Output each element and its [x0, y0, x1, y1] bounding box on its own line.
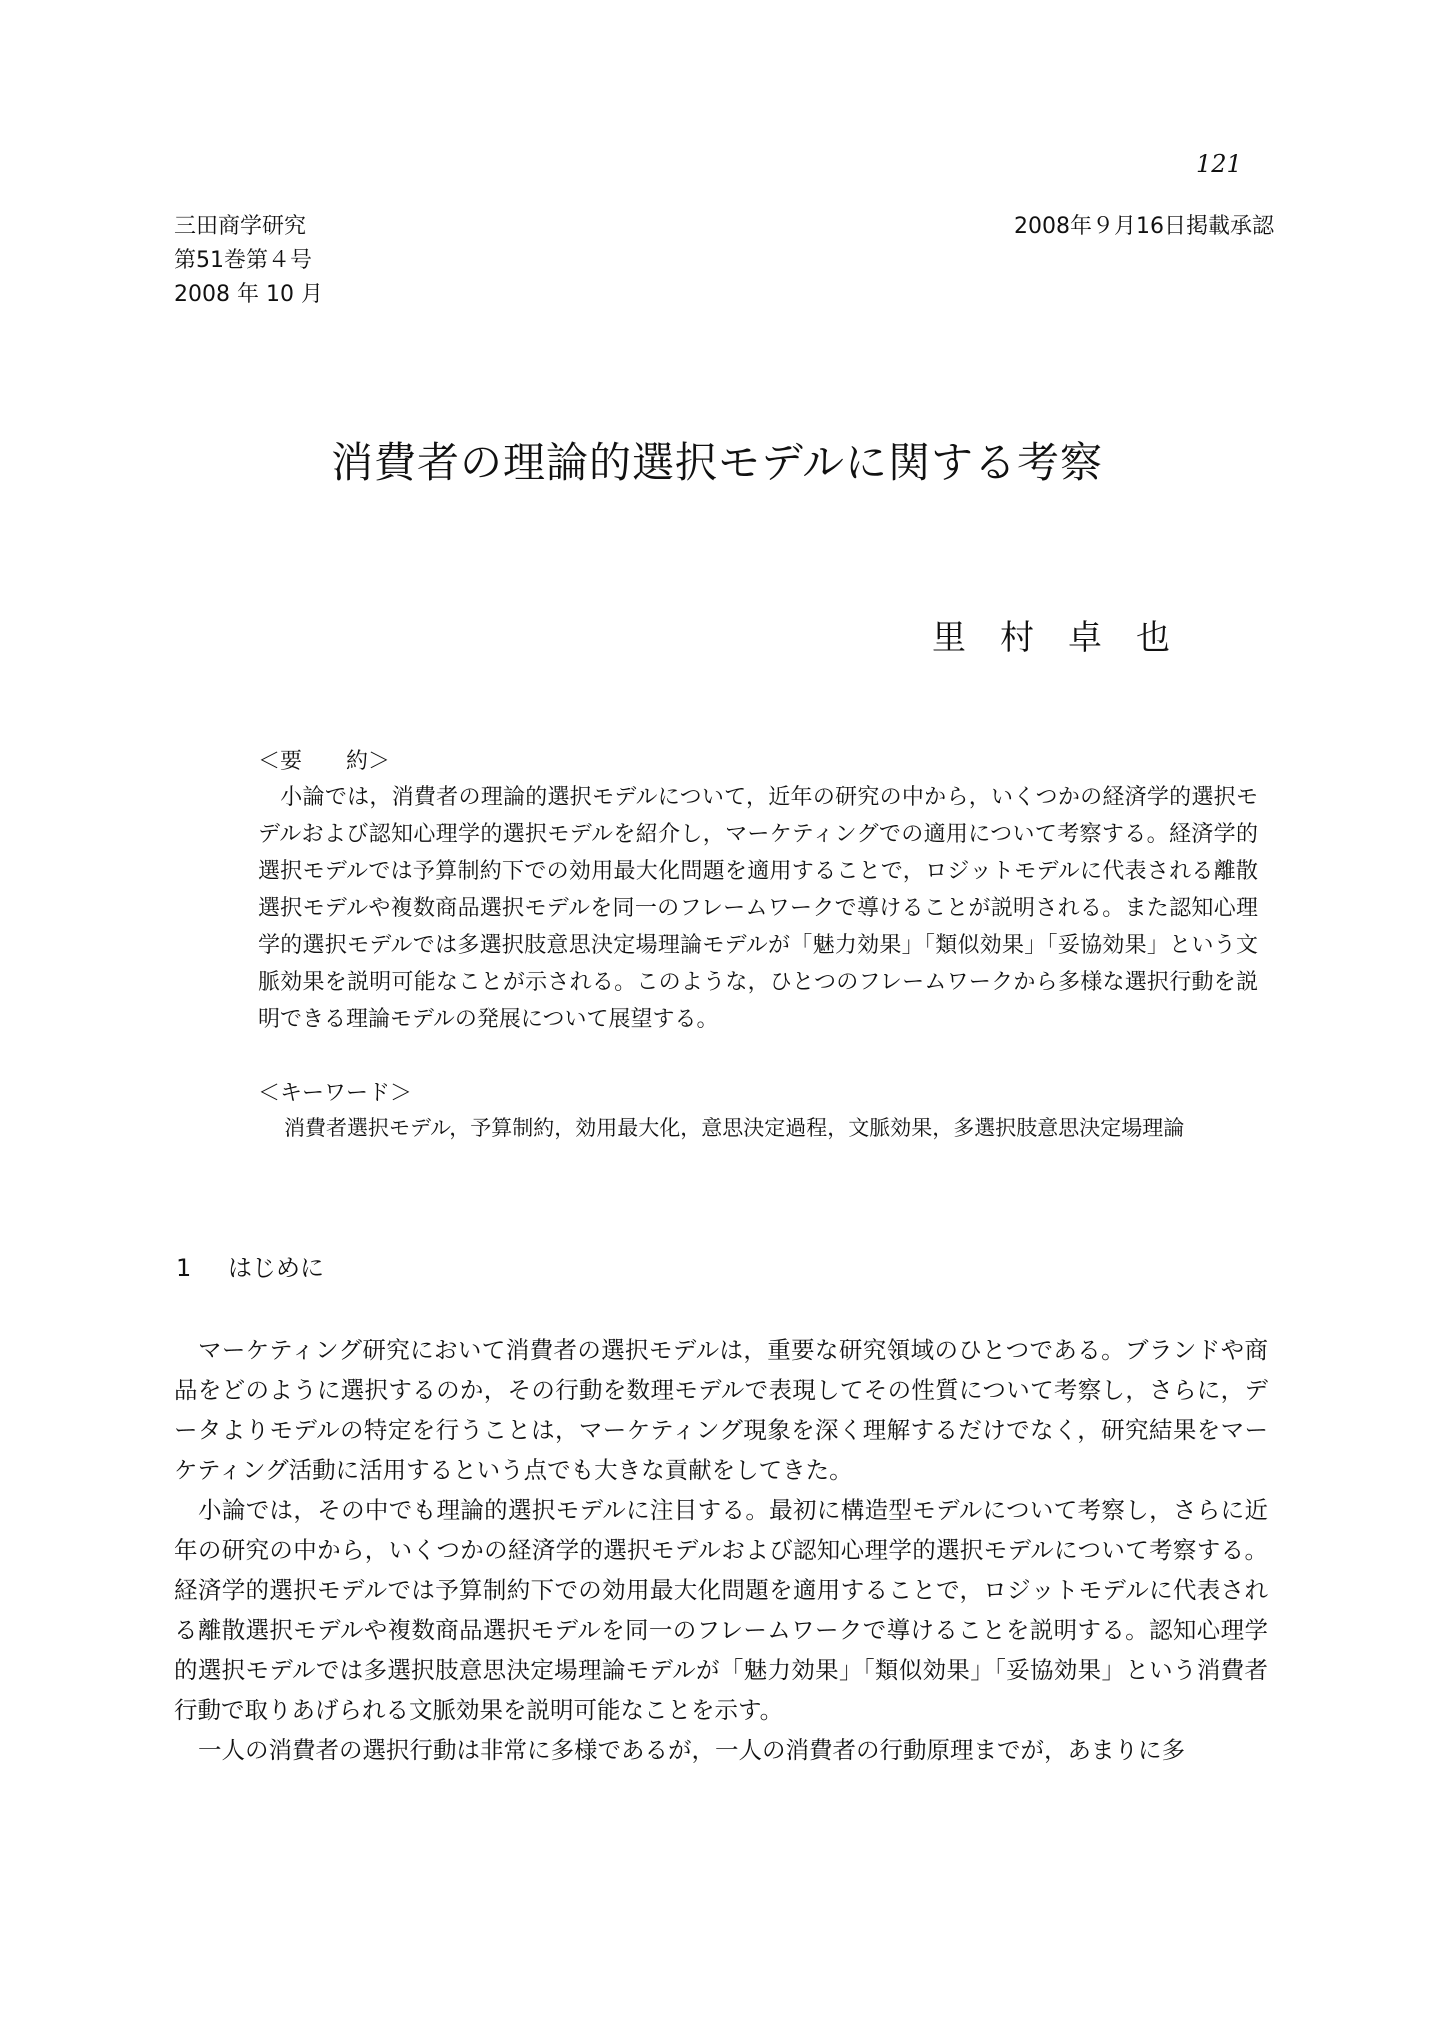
section-body: [174, 1330, 1268, 1770]
abstract-text: 小論では，消費者の理論的選択モデルについて，近年の研究の中から，いくつかの経済学的選択モデルおよび認知心理学的選択モデルを紹介し，マーケティングでの適用について考察する。経済学的選択モデルでは予算制約下での効用最大化問題を適用することで，ロジットモデルに代表される離散選択モデルや複数商品選択モデルを同一のフレームワークで導けることが説明される。また認知心理学的選択モデルでは多選択肢意思決定場理論モデルが「魅力効果」「類似効果」「妥協効果」という文脈効果を説明可能なことが示される。このような，ひとつのフレームワークから多様な選択行動を説明できる理論モデルの発展について展望する。: [258, 785, 1258, 1032]
article-title: 消費者の理論的選択モデルに関する考察: [331, 438, 1103, 487]
body-paragraph: マーケティング研究において消費者の選択モデルは，重要な研究領域のひとつである。ブランドや商品をどのように選択するのか，その行動を数理モデルで表現してその性質について考察し，さらに，データよりモデルの特定を行うことは，マーケティング現象を深く理解するだけでなく，研究結果をマーケティング活動に活用するという点でも大きな貢献をしてきた。: [174, 1336, 1268, 1484]
section-title: はじめに: [228, 1254, 324, 1282]
volume-issue: 第51巻第４号: [174, 248, 312, 273]
keywords: [258, 1077, 1268, 1145]
body-paragraph: 小論では，その中でも理論的選択モデルに注目する。最初に構造型モデルについて考察し，さらに近年の研究の中から，いくつかの経済学的選択モデルおよび認知心理学的選択モデルについて考察する。経済学的選択モデルでは予算制約下での効用最大化問題を適用することで，ロジットモデルに代表される離散選択モデルや複数商品選択モデルを同一のフレームワークで導けることを説明する。認知心理学的選択モデルでは多選択肢意思決定場理論モデルが「魅力効果」「類似効果」「妥協効果」という消費者行動で取りあげられる文脈効果を説明可能なことを示す。: [174, 1496, 1268, 1724]
author-name: 里村卓也: [932, 618, 1204, 658]
journal-name: 三田商学研究: [174, 214, 307, 239]
publication-date: 2008 年 10 月: [174, 282, 323, 307]
keywords-label: ＜キーワード＞: [258, 1081, 413, 1106]
keywords-text: 消費者選択モデル，予算制約，効用最大化，意思決定過程，文脈効果，多選択肢意思決定場理論: [284, 1116, 1185, 1140]
page-number: 121: [1196, 150, 1242, 178]
body-paragraph: 一人の消費者の選択行動は非常に多様であるが，一人の消費者の行動原理までが，あまりに多: [198, 1736, 1185, 1764]
approval-date: 2008年９月16日掲載承認: [1014, 214, 1274, 239]
section-heading: [176, 1248, 324, 1283]
journal-info: [174, 210, 323, 312]
abstract-label: ＜要 約＞: [258, 749, 391, 774]
section-number: 1: [176, 1254, 192, 1282]
abstract: [258, 745, 1258, 1038]
